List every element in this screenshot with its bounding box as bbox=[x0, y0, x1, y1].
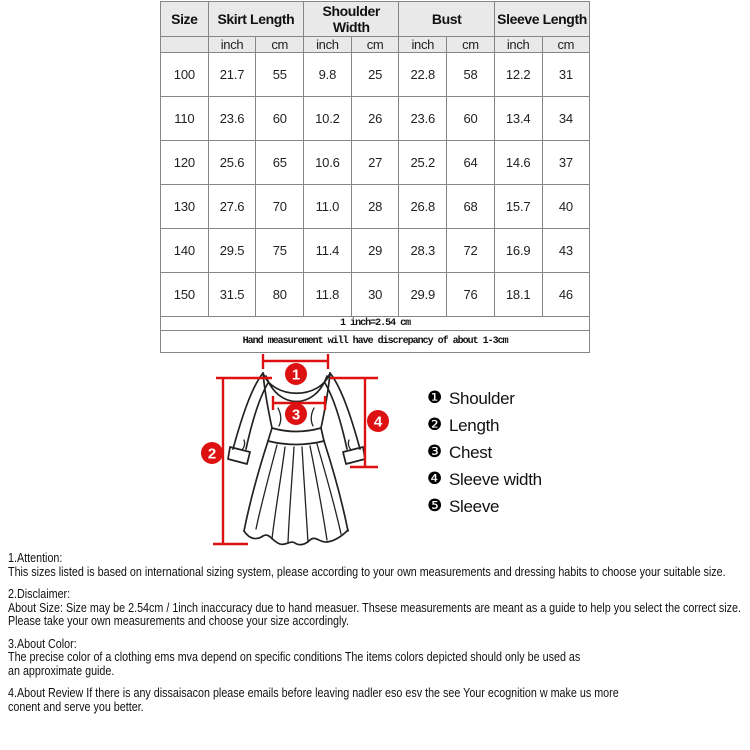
unit-header: cm bbox=[542, 37, 590, 53]
measurement-cell: 25.6 bbox=[208, 141, 256, 185]
legend-number-icon: ❹ bbox=[427, 469, 443, 489]
measurement-cell: 43 bbox=[542, 229, 590, 273]
measurement-cell: 60 bbox=[256, 97, 304, 141]
measurement-legend bbox=[427, 385, 542, 520]
measurement-cell: 18.1 bbox=[494, 273, 542, 317]
size-cell: 150 bbox=[161, 273, 209, 317]
measurement-cell: 23.6 bbox=[399, 97, 447, 141]
measurement-cell: 55 bbox=[256, 53, 304, 97]
note-line: This sizes listed is based on international sizing system, please according to your own measurements and dressing habits to choose your suitable size. bbox=[8, 564, 726, 579]
measurement-cell: 75 bbox=[256, 229, 304, 273]
unit-header-row bbox=[161, 37, 590, 53]
legend-label: Sleeve bbox=[449, 496, 500, 516]
unit-header: inch bbox=[304, 37, 352, 53]
size-cell: 120 bbox=[161, 141, 209, 185]
unit-header: inch bbox=[399, 37, 447, 53]
column-header-shoulder-width: Shoulder Width bbox=[304, 2, 399, 37]
measurement-cell: 31.5 bbox=[208, 273, 256, 317]
legend-item-length bbox=[427, 412, 542, 439]
group-header-row bbox=[161, 2, 590, 37]
measurement-cell: 40 bbox=[542, 185, 590, 229]
size-chart-notes bbox=[161, 317, 590, 353]
legend-label: Shoulder bbox=[449, 388, 515, 408]
measurement-cell: 27 bbox=[351, 141, 399, 185]
measurement-cell: 22.8 bbox=[399, 53, 447, 97]
measurement-cell: 13.4 bbox=[494, 97, 542, 141]
column-header-skirt-length: Skirt Length bbox=[208, 2, 303, 37]
measurement-cell: 25 bbox=[351, 53, 399, 97]
marker-1-number: 1 bbox=[291, 366, 301, 384]
measurement-cell: 11.0 bbox=[304, 185, 352, 229]
measurement-cell: 65 bbox=[256, 141, 304, 185]
size-cell: 100 bbox=[161, 53, 209, 97]
measurement-cell: 60 bbox=[447, 97, 495, 141]
note-cell: 1 inch=2.54 cm bbox=[161, 317, 590, 331]
dress-measurement-diagram bbox=[185, 350, 410, 555]
measurement-cell: 12.2 bbox=[494, 53, 542, 97]
table-row bbox=[161, 185, 590, 229]
note-line: conent and serve you better. bbox=[8, 699, 144, 714]
legend-item-sleeve-width bbox=[427, 466, 542, 493]
size-chart-table bbox=[160, 1, 590, 353]
size-chart-body bbox=[161, 53, 590, 317]
table-row bbox=[161, 53, 590, 97]
measurement-cell: 9.8 bbox=[304, 53, 352, 97]
measurement-cell: 28.3 bbox=[399, 229, 447, 273]
table-row bbox=[161, 229, 590, 273]
note-line: 3.About Color: bbox=[8, 636, 77, 651]
measurement-cell: 21.7 bbox=[208, 53, 256, 97]
column-header-sleeve-length: Sleeve Length bbox=[494, 2, 589, 37]
measurement-cell: 16.9 bbox=[494, 229, 542, 273]
measurement-cell: 27.6 bbox=[208, 185, 256, 229]
marker-4-number: 4 bbox=[373, 413, 383, 431]
measurement-cell: 30 bbox=[351, 273, 399, 317]
note-line: The precise color of a clothing ems mva depend on specific conditions The items colors depicted should only be used as bbox=[8, 650, 581, 664]
measurement-cell: 10.2 bbox=[304, 97, 352, 141]
measurement-cell: 10.6 bbox=[304, 141, 352, 185]
size-cell: 140 bbox=[161, 229, 209, 273]
unit-header: cm bbox=[351, 37, 399, 53]
measurement-cell: 58 bbox=[447, 53, 495, 97]
marker-3-number: 3 bbox=[291, 406, 301, 424]
unit-header: inch bbox=[494, 37, 542, 53]
table-row bbox=[161, 141, 590, 185]
measurement-cell: 80 bbox=[256, 273, 304, 317]
note-row bbox=[161, 317, 590, 331]
legend-number-icon: ❺ bbox=[427, 496, 443, 516]
measurement-cell: 23.6 bbox=[208, 97, 256, 141]
legend-item-shoulder bbox=[427, 385, 542, 412]
legend-number-icon: ❷ bbox=[427, 415, 443, 435]
notes-section-1 bbox=[8, 552, 748, 579]
measurement-cell: 31 bbox=[542, 53, 590, 97]
unit-header-empty bbox=[161, 37, 209, 53]
measurement-cell: 28 bbox=[351, 185, 399, 229]
measurement-cell: 25.2 bbox=[399, 141, 447, 185]
measurement-cell: 26 bbox=[351, 97, 399, 141]
measurement-cell: 14.6 bbox=[494, 141, 542, 185]
notes-section-2 bbox=[8, 588, 748, 629]
measurement-cell: 46 bbox=[542, 273, 590, 317]
measurement-cell: 29.5 bbox=[208, 229, 256, 273]
legend-label: Sleeve width bbox=[449, 469, 542, 489]
measurement-cell: 29.9 bbox=[399, 273, 447, 317]
dress-drawing bbox=[228, 373, 365, 545]
unit-header: cm bbox=[256, 37, 304, 53]
table-row bbox=[161, 97, 590, 141]
legend-item-chest bbox=[427, 439, 542, 466]
column-header-size: Size bbox=[161, 2, 209, 37]
measurement-cell: 76 bbox=[447, 273, 495, 317]
note-line: About Size: Size may be 2.54cm / 1inch inaccuracy due to hand measuer. Thsese measurements are meant as a guide to help you select the correct size. bbox=[8, 600, 742, 615]
notes-section-3 bbox=[8, 638, 748, 679]
measurement-cell: 68 bbox=[447, 185, 495, 229]
legend-number-icon: ❸ bbox=[427, 442, 443, 462]
size-chart-header bbox=[161, 2, 590, 53]
unit-header: inch bbox=[208, 37, 256, 53]
note-cell: Hand measurement will have discrepancy of about 1-3cm bbox=[161, 331, 590, 353]
measurement-cell: 11.8 bbox=[304, 273, 352, 317]
measurement-cell: 29 bbox=[351, 229, 399, 273]
size-cell: 110 bbox=[161, 97, 209, 141]
table-row bbox=[161, 273, 590, 317]
column-header-bust: Bust bbox=[399, 2, 494, 37]
measurement-cell: 37 bbox=[542, 141, 590, 185]
measurement-cell: 70 bbox=[256, 185, 304, 229]
note-line: 4.About Review If there is any dissaisacon please emails before leaving nadler eso esv the see Your ecognition w make us more bbox=[8, 686, 619, 700]
measurement-cell: 64 bbox=[447, 141, 495, 185]
unit-header: cm bbox=[447, 37, 495, 53]
size-cell: 130 bbox=[161, 185, 209, 229]
measurement-cell: 26.8 bbox=[399, 185, 447, 229]
legend-number-icon: ❶ bbox=[427, 388, 443, 408]
measurement-cell: 15.7 bbox=[494, 185, 542, 229]
notes-section-4 bbox=[8, 687, 748, 714]
measurement-cell: 34 bbox=[542, 97, 590, 141]
marker-2-number: 2 bbox=[207, 445, 217, 463]
legend-label: Chest bbox=[449, 442, 492, 462]
notes-sections bbox=[8, 552, 748, 723]
legend-item-sleeve bbox=[427, 493, 542, 520]
note-line: Please take your own measurements and choose your size accordingly. bbox=[8, 614, 350, 628]
note-line: 1.Attention: bbox=[8, 551, 63, 565]
note-line: 2.Disclaimer: bbox=[8, 587, 71, 601]
measurement-cell: 11.4 bbox=[304, 229, 352, 273]
measurement-cell: 72 bbox=[447, 229, 495, 273]
legend-label: Length bbox=[449, 415, 500, 435]
note-line: an approximate guide. bbox=[8, 663, 115, 678]
